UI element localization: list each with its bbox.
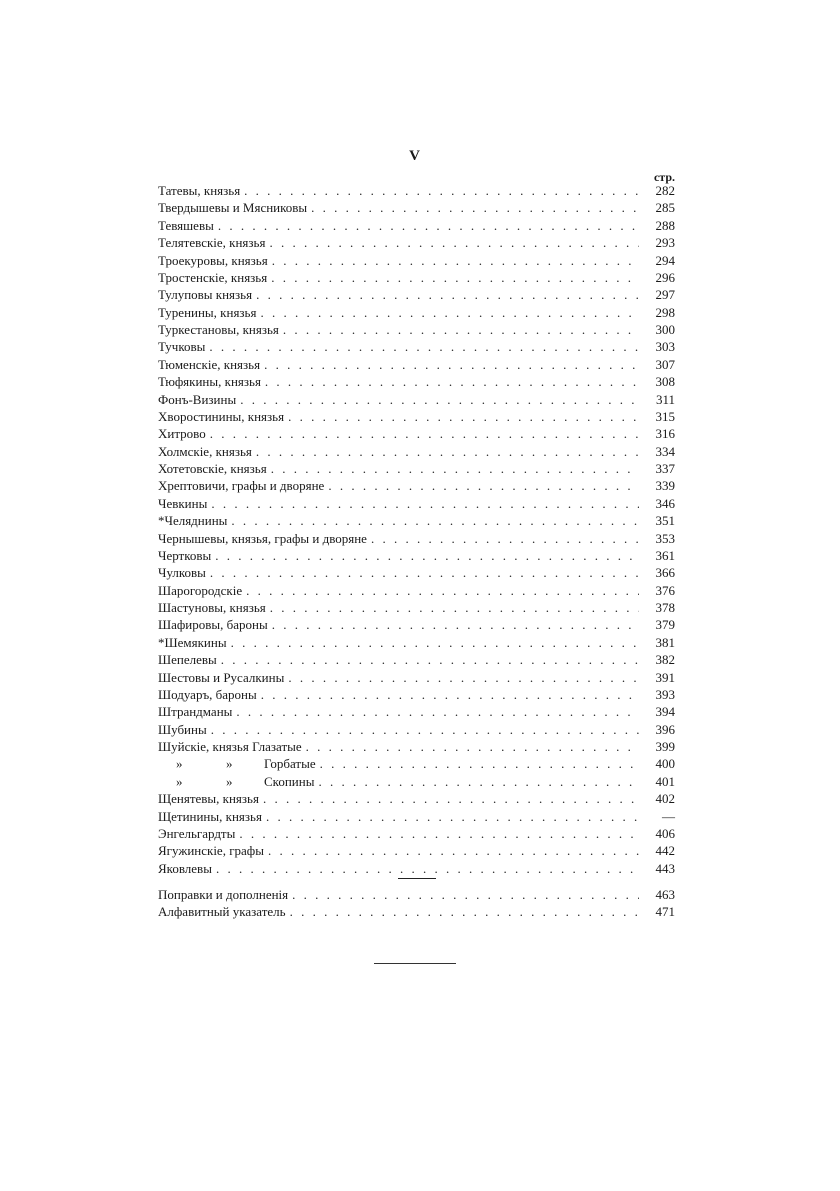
- toc-entry: [158, 443, 675, 460]
- toc-entry-page: 294: [655, 252, 675, 268]
- toc-entry: [158, 790, 675, 807]
- dot-leader: [288, 669, 639, 686]
- ditto-mark: »: [176, 773, 183, 789]
- toc-entry: [158, 199, 675, 216]
- toc-entry-page: 400: [655, 756, 675, 772]
- page-number: V: [409, 148, 421, 164]
- toc-entry: [158, 217, 675, 234]
- toc-entry: [158, 460, 675, 477]
- toc-entry-title: Щетинины, князья: [158, 808, 262, 824]
- toc-entry-title: Шуйскіе, князья Глазатые: [158, 739, 302, 754]
- toc-entry-title: Чулковы: [158, 565, 206, 581]
- dot-leader: [211, 721, 639, 738]
- toc-entry-page: 378: [655, 600, 675, 615]
- toc-entry: [158, 321, 675, 338]
- toc-entry-title: Шепелевы: [158, 652, 217, 668]
- toc-entry: [158, 886, 675, 903]
- ditto-mark: »: [226, 773, 233, 789]
- toc-entry-title: Хрептовичи, графы и дворяне: [158, 478, 325, 494]
- dot-leader: [218, 217, 639, 234]
- toc-entry-title: Тевяшевы: [158, 217, 214, 233]
- toc-entry: [158, 373, 675, 390]
- dot-leader: [231, 512, 639, 529]
- toc-entry-page: 353: [655, 530, 675, 546]
- toc-entry-page: 296: [655, 269, 675, 285]
- dot-leader: [260, 304, 639, 321]
- toc-entry-page: 303: [655, 339, 675, 355]
- table-of-contents-appendix: [158, 886, 675, 921]
- toc-entry-page: 297: [655, 287, 675, 303]
- toc-entry-title: Щенятевы, князья: [158, 791, 259, 807]
- toc-entry-page: 471: [655, 904, 675, 920]
- toc-entry-page: 391: [655, 669, 675, 685]
- toc-entry-page: 311: [655, 391, 675, 407]
- toc-entry: [158, 616, 675, 633]
- toc-entry: [158, 825, 675, 842]
- dot-leader: [256, 443, 639, 460]
- toc-entry: [158, 599, 675, 616]
- toc-entry-title: Тюменскіе, князья: [158, 356, 261, 372]
- toc-entry-page: 402: [655, 791, 675, 807]
- toc-entry: [158, 686, 675, 703]
- toc-entry: [158, 408, 675, 425]
- toc-entry-page: 399: [655, 739, 675, 754]
- dot-leader: [236, 703, 639, 720]
- toc-entry-title: Тучковы: [158, 339, 206, 355]
- toc-entry: [158, 842, 675, 859]
- toc-sub-entry: [158, 773, 675, 790]
- dot-leader: [256, 286, 639, 303]
- toc-entry: [158, 634, 675, 651]
- dot-leader: [306, 738, 639, 755]
- toc-entry-title: Шестовы и Русалкины: [158, 669, 285, 685]
- toc-entry-page: 351: [655, 513, 675, 529]
- toc-entry-page: 401: [655, 773, 675, 789]
- toc-entry-title: Твердышевы и Мясниковы: [158, 200, 308, 216]
- toc-entry-page: 308: [655, 374, 675, 390]
- toc-entry: [158, 477, 675, 494]
- toc-entry-title: Ягужинскіе, графы: [158, 843, 264, 859]
- toc-entry-title: Хворостинины, князья: [158, 408, 285, 424]
- toc-entry-title: Фонъ-Визины: [158, 391, 237, 407]
- dot-leader: [292, 886, 639, 903]
- toc-entry-page: 315: [655, 408, 675, 424]
- toc-entry: [158, 564, 675, 581]
- toc-entry-page: 381: [655, 634, 675, 650]
- toc-entry: [158, 338, 675, 355]
- dot-leader: [265, 373, 639, 390]
- toc-entry-title: Туркестановы, князья: [158, 322, 279, 337]
- toc-entry-page: 396: [655, 721, 675, 737]
- toc-entry: [158, 356, 675, 373]
- toc-entry-page: 443: [655, 860, 675, 876]
- toc-entry-page: 382: [655, 652, 675, 668]
- toc-entry-page: 442: [655, 843, 675, 859]
- toc-entry-page: 307: [655, 356, 675, 372]
- dot-leader: [328, 477, 639, 494]
- dot-leader: [246, 582, 639, 599]
- end-rule: [374, 963, 456, 964]
- dot-leader: [264, 356, 639, 373]
- toc-entry-title: Тростенскіе, князья: [158, 269, 268, 285]
- toc-entry: [158, 582, 675, 599]
- toc-entry-title: Холмскіе, князья: [158, 443, 252, 459]
- dot-leader: [288, 408, 639, 425]
- toc-entry-title: Телятевскіе, князья: [158, 235, 266, 251]
- toc-entry-page: 376: [655, 582, 675, 598]
- toc-entry: [158, 808, 675, 825]
- toc-entry-title: Алфавитный указатель: [158, 904, 286, 920]
- dot-leader: [221, 651, 639, 668]
- toc-entry: [158, 669, 675, 686]
- toc-entry: [158, 512, 675, 529]
- toc-entry: [158, 391, 675, 408]
- toc-entry-page: 379: [655, 617, 675, 633]
- toc-entry-page: 361: [655, 547, 675, 563]
- toc-entry-page: 394: [655, 704, 675, 720]
- toc-entry: [158, 304, 675, 321]
- toc-entry-title: Хотетовскіе, князья: [158, 461, 267, 476]
- toc-entry-title: Горбатые: [264, 756, 316, 772]
- toc-entry: [158, 252, 675, 269]
- toc-entry-title: Тулуповы князья: [158, 287, 253, 303]
- dot-leader: [266, 808, 639, 825]
- toc-entry-title: Троекуровы, князья: [158, 252, 268, 268]
- toc-entry: [158, 286, 675, 303]
- table-of-contents: [158, 182, 675, 877]
- dot-leader: [239, 825, 639, 842]
- dot-leader: [271, 269, 639, 286]
- toc-entry: [158, 182, 675, 199]
- toc-entry-page: 282: [655, 183, 675, 198]
- dot-leader: [272, 252, 639, 269]
- dot-leader: [270, 599, 639, 616]
- toc-entry-title: Чертковы: [158, 547, 212, 563]
- toc-entry-page: 300: [655, 322, 675, 337]
- toc-entry: [158, 425, 675, 442]
- toc-entry: [158, 738, 675, 755]
- toc-entry-page: 288: [655, 217, 675, 233]
- dot-leader: [244, 182, 639, 199]
- dot-leader: [271, 460, 639, 477]
- toc-entry-title: Поправки и дополненія: [158, 887, 289, 902]
- section-divider: [398, 878, 436, 879]
- dot-leader: [320, 755, 639, 772]
- dot-leader: [210, 564, 639, 581]
- toc-entry: [158, 860, 675, 877]
- dot-leader: [371, 530, 639, 547]
- toc-entry-title: Чернышевы, князья, графы и дворяне: [158, 530, 367, 546]
- toc-entry-title: Тюфякины, князья: [158, 374, 261, 390]
- dot-leader: [261, 686, 639, 703]
- dot-leader: [216, 860, 639, 877]
- toc-entry-page: 285: [655, 200, 675, 216]
- toc-entry-title: Чевкины: [158, 495, 208, 511]
- dot-leader: [311, 199, 639, 216]
- toc-entry: [158, 234, 675, 251]
- dot-leader: [209, 338, 639, 355]
- toc-entry: [158, 495, 675, 512]
- column-header: стр.: [653, 170, 675, 184]
- toc-entry-title: Энгельгардты: [158, 825, 236, 841]
- ditto-mark: »: [176, 756, 183, 772]
- toc-entry: [158, 703, 675, 720]
- toc-entry-page: 406: [655, 825, 675, 841]
- toc-entry-title: Штрандманы: [158, 704, 233, 720]
- toc-entry-title: Шубины: [158, 721, 207, 737]
- toc-entry: [158, 721, 675, 738]
- dot-leader: [240, 391, 639, 408]
- toc-entry-title: Шодуаръ, бароны: [158, 686, 257, 702]
- toc-entry-page: 339: [655, 478, 675, 494]
- toc-entry-title: Хитрово: [158, 426, 206, 442]
- dot-leader: [263, 790, 639, 807]
- dot-leader: [231, 634, 639, 651]
- toc-entry: [158, 651, 675, 668]
- toc-entry-title: Шастуновы, князья: [158, 600, 266, 615]
- dot-leader: [210, 425, 639, 442]
- dot-leader: [268, 842, 639, 859]
- toc-entry-title: Туренины, князья: [158, 304, 257, 320]
- dot-leader: [318, 773, 639, 790]
- toc-entry-title: Яковлевы: [158, 860, 212, 876]
- toc-entry-title: Татевы, князья: [158, 183, 241, 198]
- ditto-mark: »: [226, 756, 233, 772]
- toc-entry-title: *Челяднины: [158, 513, 228, 529]
- toc-entry-page: 293: [655, 235, 675, 251]
- toc-entry-title: *Шемякины: [158, 634, 227, 650]
- toc-entry-page: —: [662, 808, 675, 824]
- toc-entry: [158, 903, 675, 920]
- dot-leader: [269, 234, 639, 251]
- toc-entry-title: Скопины: [264, 773, 315, 789]
- toc-entry-page: 346: [655, 495, 675, 511]
- toc-entry-title: Шарогородскіе: [158, 582, 243, 598]
- toc-entry-page: 393: [655, 686, 675, 702]
- toc-entry-title: Шафировы, бароны: [158, 617, 268, 633]
- toc-entry-page: 316: [655, 426, 675, 442]
- toc-entry-page: 298: [655, 304, 675, 320]
- dot-leader: [290, 903, 639, 920]
- toc-sub-entry: [158, 755, 675, 772]
- dot-leader: [283, 321, 639, 338]
- dot-leader: [215, 547, 639, 564]
- toc-entry-page: 334: [655, 443, 675, 459]
- toc-entry-page: 366: [655, 565, 675, 581]
- toc-entry: [158, 547, 675, 564]
- toc-entry-page: 463: [655, 887, 675, 902]
- dot-leader: [211, 495, 639, 512]
- dot-leader: [272, 616, 639, 633]
- toc-entry: [158, 269, 675, 286]
- toc-entry-page: 337: [655, 461, 675, 476]
- toc-entry: [158, 530, 675, 547]
